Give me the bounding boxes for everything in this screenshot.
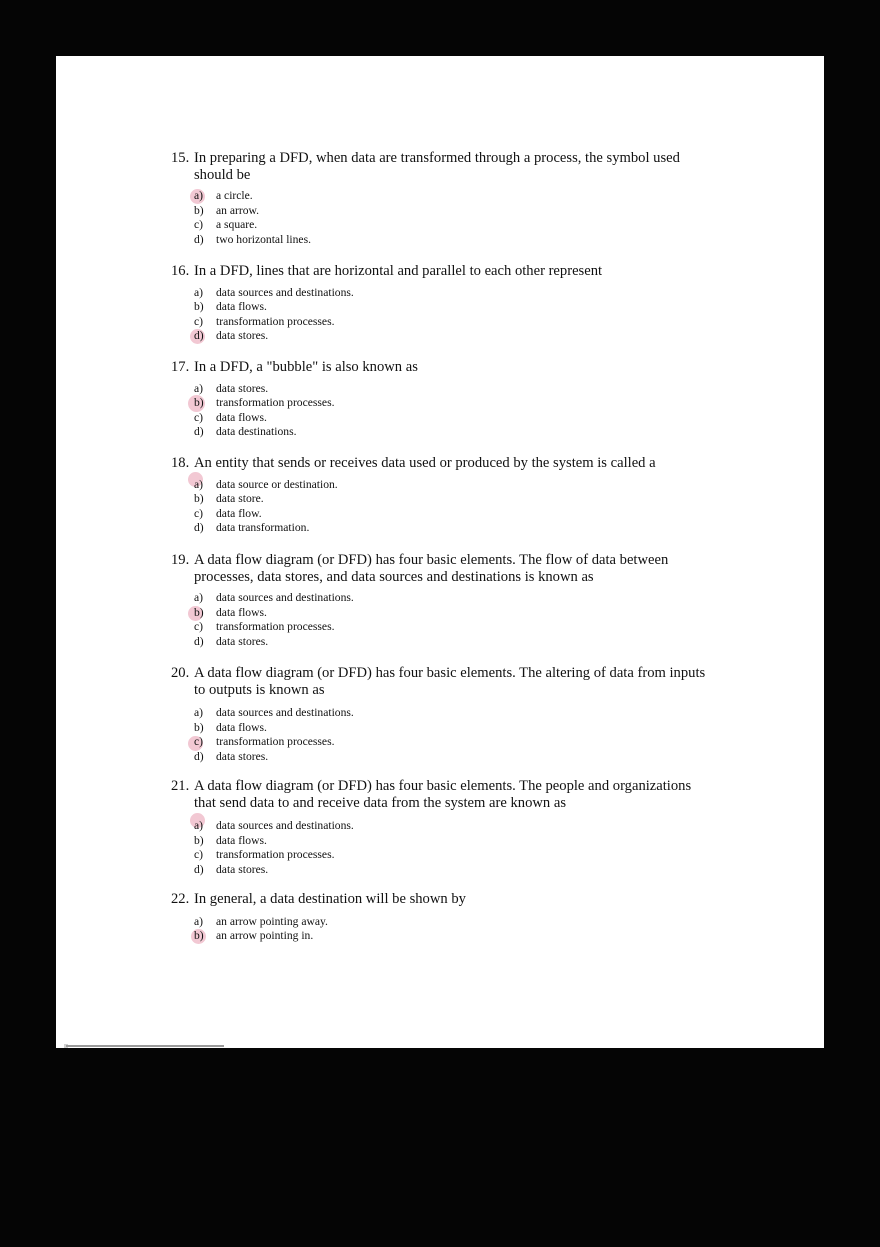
option-letter: c) <box>194 620 204 633</box>
option-text: data sources and destinations. <box>216 819 354 832</box>
question-22 <box>171 891 711 944</box>
option-a <box>171 591 711 606</box>
option-text: data flows. <box>216 410 267 424</box>
option-text: data stores. <box>216 862 269 876</box>
option-c <box>171 848 711 863</box>
option-c <box>171 315 711 330</box>
question-17 <box>171 359 711 440</box>
option-letter: a) <box>194 914 204 928</box>
option-b <box>171 721 711 736</box>
option-text: transformation processes. <box>216 314 335 328</box>
option-d <box>171 635 711 650</box>
question-number: 21. <box>171 778 190 794</box>
options-list <box>171 591 711 649</box>
option-a <box>171 189 711 204</box>
question-19 <box>171 552 711 649</box>
options-list <box>171 286 711 344</box>
option-letter: d) <box>194 425 204 438</box>
option-letter: c) <box>194 410 204 424</box>
option-text: data sources and destinations. <box>216 591 354 604</box>
option-a <box>171 286 711 301</box>
question-number: 18. <box>171 455 190 471</box>
option-letter: d) <box>194 232 204 246</box>
option-text: an arrow pointing away. <box>216 914 328 928</box>
option-letter: b) <box>194 396 204 409</box>
question-text: In general, a data destination will be shown by <box>194 891 466 907</box>
question-number: 15. <box>171 150 190 166</box>
question-18 <box>171 455 711 536</box>
option-letter: b) <box>194 929 204 942</box>
option-text: data flows. <box>216 300 267 313</box>
question-text: A data flow diagram (or DFD) has four basic elements. The altering of data from inputs to outputs is known as <box>194 665 706 698</box>
options-list <box>171 189 711 247</box>
option-letter: c) <box>194 314 204 328</box>
option-text: an arrow pointing in. <box>216 929 314 942</box>
question-number: 16. <box>171 263 190 279</box>
option-text: transformation processes. <box>216 735 335 748</box>
option-c <box>171 507 711 522</box>
option-b <box>171 204 711 219</box>
horizontal-scrollbar[interactable] <box>66 1045 224 1047</box>
option-letter: a) <box>194 819 204 832</box>
question-15 <box>171 150 711 247</box>
question-number: 17. <box>171 359 190 375</box>
option-letter: d) <box>194 749 204 763</box>
option-letter: a) <box>194 189 204 202</box>
option-text: a square. <box>216 218 258 231</box>
question-text: In a DFD, lines that are horizontal and parallel to each other represent <box>194 263 603 279</box>
option-text: data flows. <box>216 720 267 734</box>
option-d <box>171 329 711 344</box>
option-letter: d) <box>194 634 204 648</box>
option-letter: a) <box>194 706 204 719</box>
option-letter: d) <box>194 521 204 534</box>
option-text: data stores. <box>216 329 269 342</box>
question-number: 20. <box>171 665 190 681</box>
option-letter: b) <box>194 300 204 313</box>
question-21 <box>171 778 711 877</box>
option-text: two horizontal lines. <box>216 232 311 246</box>
option-text: data flow. <box>216 506 262 520</box>
question-stem <box>171 263 711 280</box>
question-number: 19. <box>171 552 190 568</box>
option-a <box>171 819 711 834</box>
option-d <box>171 425 711 440</box>
option-text: data flows. <box>216 833 267 847</box>
question-stem <box>171 778 711 811</box>
option-letter: c) <box>194 848 204 861</box>
option-text: data sources and destinations. <box>216 706 354 719</box>
option-letter: a) <box>194 477 204 491</box>
question-stem <box>171 150 711 183</box>
question-stem <box>171 552 711 585</box>
option-letter: b) <box>194 833 204 847</box>
option-letter: d) <box>194 329 204 342</box>
option-d <box>171 233 711 248</box>
option-text: transformation processes. <box>216 396 335 409</box>
options-list <box>171 478 711 536</box>
options-list <box>171 382 711 440</box>
option-text: transformation processes. <box>216 620 335 633</box>
option-letter: d) <box>194 862 204 876</box>
option-b <box>171 929 711 944</box>
question-stem <box>171 455 711 472</box>
option-c <box>171 735 711 750</box>
option-c <box>171 620 711 635</box>
question-stem <box>171 891 711 908</box>
question-20 <box>171 665 711 764</box>
option-letter: c) <box>194 735 204 748</box>
question-text: An entity that sends or receives data used or produced by the system is called a <box>194 455 656 471</box>
question-text: A data flow diagram (or DFD) has four basic elements. The flow of data between processes, data stores, and data sources and destinations is known as <box>194 552 669 585</box>
option-a <box>171 915 711 930</box>
question-text: In a DFD, a "bubble" is also known as <box>194 359 418 375</box>
option-text: data sources and destinations. <box>216 285 354 299</box>
options-list <box>171 915 711 944</box>
option-c <box>171 218 711 233</box>
option-text: data store. <box>216 492 264 505</box>
option-d <box>171 863 711 878</box>
option-text: data transformation. <box>216 521 310 534</box>
option-b <box>171 396 711 411</box>
option-letter: a) <box>194 381 204 395</box>
option-c <box>171 411 711 426</box>
option-text: data destinations. <box>216 425 297 438</box>
option-text: a circle. <box>216 189 253 202</box>
option-letter: c) <box>194 506 204 520</box>
question-number: 22. <box>171 891 190 907</box>
option-b <box>171 300 711 315</box>
document-page <box>56 56 824 1048</box>
option-text: data stores. <box>216 634 269 648</box>
option-a <box>171 478 711 493</box>
option-d <box>171 750 711 765</box>
option-b <box>171 834 711 849</box>
option-b <box>171 492 711 507</box>
option-letter: a) <box>194 285 204 299</box>
question-text: In preparing a DFD, when data are transformed through a process, the symbol used should be <box>194 150 680 183</box>
question-stem <box>171 665 711 698</box>
question-text: A data flow diagram (or DFD) has four basic elements. The people and organizations that send data to and receive data from the system are known as <box>194 778 692 811</box>
option-d <box>171 521 711 536</box>
option-text: transformation processes. <box>216 848 335 861</box>
option-letter: a) <box>194 591 204 604</box>
option-text: data stores. <box>216 381 269 395</box>
option-a <box>171 382 711 397</box>
option-text: data source or destination. <box>216 477 338 491</box>
option-letter: c) <box>194 218 204 231</box>
option-letter: b) <box>194 605 204 619</box>
options-list <box>171 819 711 877</box>
option-text: an arrow. <box>216 203 260 217</box>
option-text: data stores. <box>216 749 269 763</box>
question-16 <box>171 263 711 344</box>
option-b <box>171 606 711 621</box>
option-a <box>171 706 711 721</box>
option-letter: b) <box>194 492 204 505</box>
option-text: data flows. <box>216 605 267 619</box>
option-letter: b) <box>194 203 204 217</box>
options-list <box>171 706 711 764</box>
option-letter: b) <box>194 720 204 734</box>
question-stem <box>171 359 711 376</box>
